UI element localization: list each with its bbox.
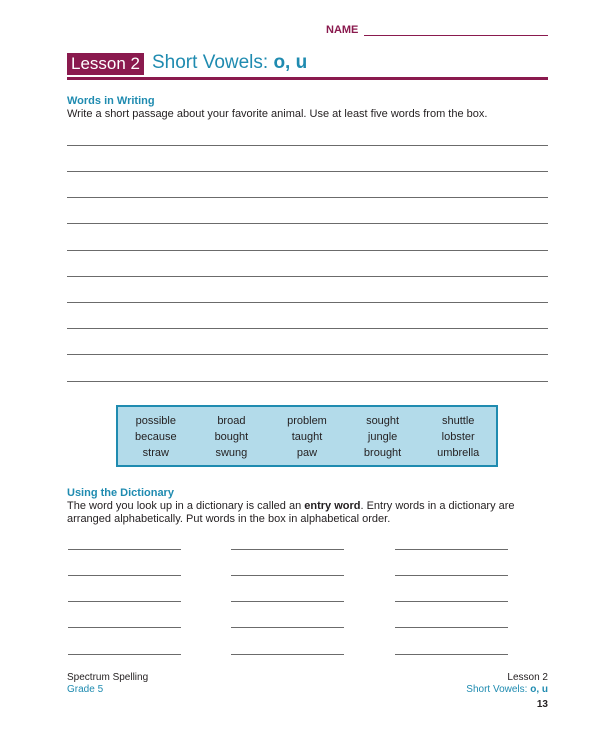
answer-line[interactable] — [68, 601, 181, 602]
dictionary-text-after: . Entry words in a dictionary are arranged alphabetically. Put words in the box in alphabetical order. — [67, 500, 515, 525]
answer-line[interactable] — [231, 627, 344, 628]
words-in-writing-heading: Words in Writing — [67, 95, 155, 107]
entry-word-term: entry word — [304, 500, 361, 512]
answer-line[interactable] — [395, 575, 508, 576]
page-title — [152, 51, 307, 75]
writing-line[interactable] — [67, 223, 548, 224]
writing-line[interactable] — [67, 250, 548, 251]
word: umbrella — [437, 447, 480, 459]
writing-line[interactable] — [67, 354, 548, 355]
word-box-table — [118, 413, 496, 461]
writing-line[interactable] — [67, 145, 548, 146]
word: broad — [217, 415, 246, 427]
page-number: 13 — [536, 699, 548, 710]
writing-line[interactable] — [67, 171, 548, 172]
word: straw — [142, 447, 169, 459]
footer-topic-text: Short Vowels: — [466, 684, 528, 695]
dictionary-instructions — [67, 500, 551, 526]
name-label: NAME — [326, 24, 359, 36]
footer-publisher: Spectrum Spelling — [67, 672, 149, 683]
writing-line[interactable] — [67, 197, 548, 198]
writing-line[interactable] — [67, 381, 548, 382]
word: paw — [296, 447, 318, 459]
words-in-writing-instructions: Write a short passage about your favorite animal. Use at least five words from the box. — [67, 108, 488, 120]
title-rule — [67, 77, 548, 80]
footer-lesson: Lesson 2 — [507, 672, 548, 683]
word: brought — [363, 447, 402, 459]
word: sought — [366, 415, 400, 427]
answer-line[interactable] — [395, 549, 508, 550]
answer-line[interactable] — [68, 549, 181, 550]
name-line[interactable] — [364, 35, 548, 36]
word-row — [118, 445, 496, 461]
writing-line[interactable] — [67, 276, 548, 277]
word: possible — [135, 415, 176, 427]
dictionary-heading: Using the Dictionary — [67, 487, 174, 499]
lesson-badge: Lesson 2 — [67, 53, 144, 75]
answer-line[interactable] — [231, 654, 344, 655]
answer-line[interactable] — [395, 654, 508, 655]
footer-topic-vowels: o, u — [530, 684, 548, 695]
title-text: Short Vowels: — [152, 52, 269, 73]
word: bought — [214, 431, 249, 443]
word-row — [118, 429, 496, 445]
word: lobster — [441, 431, 475, 443]
title-vowels: o, u — [273, 52, 308, 73]
answer-line[interactable] — [68, 627, 181, 628]
footer-topic — [466, 684, 548, 696]
word-box — [116, 405, 498, 467]
answer-line[interactable] — [231, 575, 344, 576]
word: taught — [291, 431, 323, 443]
writing-line[interactable] — [67, 302, 548, 303]
word: shuttle — [441, 415, 475, 427]
answer-line[interactable] — [231, 549, 344, 550]
answer-line[interactable] — [395, 601, 508, 602]
answer-line[interactable] — [68, 654, 181, 655]
answer-line[interactable] — [395, 627, 508, 628]
word: problem — [287, 415, 327, 427]
word: jungle — [367, 431, 398, 443]
answer-line[interactable] — [231, 601, 344, 602]
writing-line[interactable] — [67, 328, 548, 329]
word: swung — [215, 447, 248, 459]
dictionary-text-before: The word you look up in a dictionary is called an — [67, 500, 305, 512]
word: because — [135, 431, 177, 443]
word-row — [118, 413, 496, 429]
footer-grade: Grade 5 — [67, 684, 104, 695]
answer-line[interactable] — [68, 575, 181, 576]
